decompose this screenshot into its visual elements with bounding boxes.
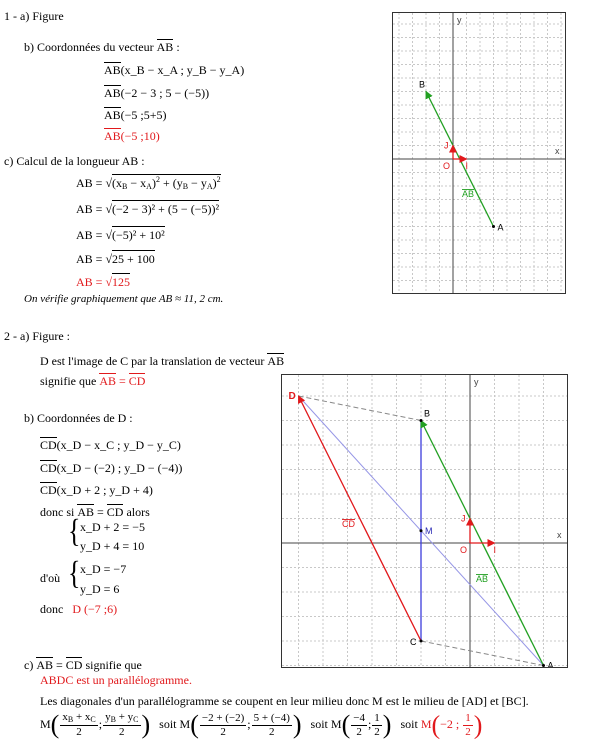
point-b-label: B [424,408,431,419]
donc-D-line: donc D (−7 ;6) [40,602,118,616]
coord-general-text: (x_B − x_A ; y_B − y_A) [120,63,245,77]
ab-coord-step1: AB(−2 − 3 ; 5 − (−5)) [104,86,210,100]
radical-sign: √ [105,176,113,190]
figure-2-svg [282,375,567,667]
point-a-dot [492,225,495,228]
part1-b-label: b) Coordonnées du vecteur AB : [24,40,180,54]
donc-si-line: donc si AB = CD alors [40,505,150,519]
point-c-label: C [410,637,417,647]
point-c-dot [420,640,423,643]
point-i-label: I [465,161,469,171]
system1-eq2: y_D + 4 = 10 [80,539,145,553]
system2-eq1: x_D = −7 [80,562,127,576]
x-axis-label: x [557,530,562,540]
figure-2 [281,374,568,668]
point-m-dot [420,529,423,532]
len-step2: AB = √(−2 − 3)² + (5 − (−5))² [76,202,220,216]
D-result: D (−7 ;6) [72,602,118,616]
part1-title: 1 - a) Figure [4,9,64,23]
point-b-label: B [419,79,426,90]
x-axis-label: x [555,146,560,156]
len-result: AB = √125 [76,275,131,289]
part1-c-label: c) Calcul de la longueur AB : [4,154,145,168]
point-j-label: J [461,513,466,524]
coord-result-text: (−5 ;10) [120,129,160,143]
point-j-label: J [444,140,449,151]
ab-coord-general: AB(x_B − x_A ; y_B − y_A) [104,63,245,77]
part2-title: 2 - a) Figure : [4,329,70,343]
figure-1-svg [393,13,565,293]
vector-ab-label: AB [462,189,475,199]
len-step4: AB = √25 + 100 [76,252,155,266]
point-i-label: I [493,545,497,555]
midpoint-result: M(−2 ; $\frac{1}{2}$ ) [420,710,483,739]
coord-step2-text: (−5 ;5+5) [120,108,167,122]
midpoint-formula: M( $\frac{x_B + x_C}{2}$ ; $\frac{y_B + y_C}{2}$ ) soit M( $\frac{-2 + (-2)}{2}$ ; $\frac{5 + (-4)}{2}$ ) soit M( $\frac{-4}{2}$ ; $\frac{1}{2}$ ) soit M(−2 ; $\frac{1}{2}$ ) [40,710,483,739]
dou-label: d'où [40,571,61,585]
cd-step2: CD(x_D + 2 ; y_D + 4) [40,483,153,497]
part2-b-label: b) Coordonnées de D : [24,411,133,425]
point-d-label: D [288,391,296,402]
diagonals-statement: Les diagonales d'un parallélogramme se coupent en leur milieu donc M est le milieu de [AD] et [BC]. [40,694,529,708]
point-o-label: O [460,545,468,555]
cd-step1: CD(x_D − (−2) ; y_D − (−4)) [40,461,183,475]
cd-general: CD(x_D − x_C ; y_D − y_C) [40,438,181,452]
system1-brace: { [68,512,81,549]
len-step1: AB = $√(x_B - x_A)^2 + (y_B - y_A)^2$ [76,175,221,191]
system1-eq1: x_D + 2 = −5 [80,520,145,534]
ab-coord-result: AB(−5 ;10) [104,129,160,143]
point-a-dot [542,664,545,667]
system2-brace: { [68,554,81,591]
y-axis-label: y [457,15,462,25]
coord-step1-text: (−2 − 3 ; 5 − (−5)) [120,86,210,100]
point-a-label: A [547,660,554,667]
system2-eq2: y_D = 6 [80,582,120,596]
y-axis-label: y [474,377,479,387]
part2-c-label: c) AB = CD signifie que [24,658,142,672]
point-b-dot [420,419,423,422]
part2-line2: signifie que AB = CD [40,374,146,388]
len-step3: AB = √(−5)² + 10² [76,228,165,242]
vector-ab: AB [156,40,174,54]
parallelogram-statement: ABDC est un parallélogramme. [40,673,192,687]
figure-1 [392,12,566,294]
vector-cd-label: CD [342,519,355,529]
ab-coord-step2: AB(−5 ;5+5) [104,108,167,122]
point-o-label: O [443,161,451,171]
point-m-label: M [425,525,433,536]
vector-ab-label: AB [476,574,489,584]
verify-note: On vérifie graphiquement que AB ≈ 11, 2 cm. [24,293,224,305]
part2-line1: D est l'image de C par la translation de vecteur AB [40,354,285,368]
point-a-label: A [497,222,504,233]
